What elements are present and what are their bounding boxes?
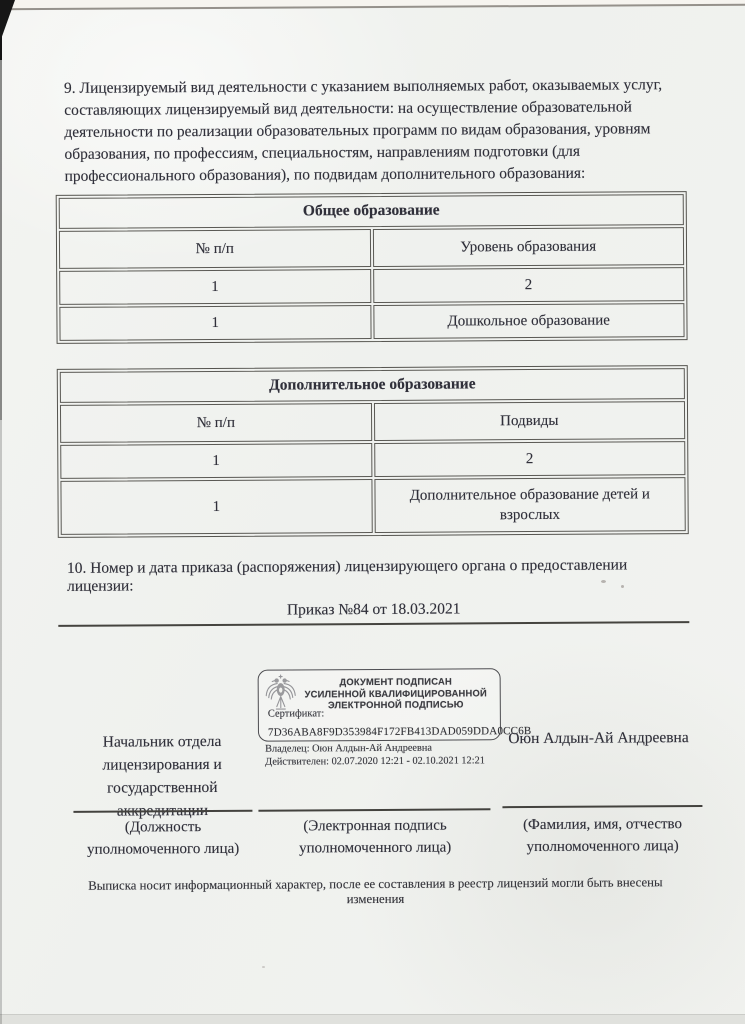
signer-position: Начальник отдела лицензирования и государственной аккредитации bbox=[102, 732, 222, 820]
esign-signature-line bbox=[258, 808, 490, 811]
name-signature-line bbox=[502, 805, 702, 808]
name-caption: (Фамилия, имя, отчество уполномоченного лица) bbox=[522, 816, 683, 856]
column-header-number: № п/п bbox=[59, 229, 371, 269]
table-row bbox=[59, 267, 684, 305]
additional-education-table bbox=[57, 365, 689, 538]
stamp-title-line: ДОКУМЕНТ ПОДПИСАН bbox=[339, 675, 452, 688]
cell-number: 1 bbox=[60, 443, 372, 479]
scan-paper-bottom-edge bbox=[0, 1014, 745, 1024]
certificate-label: Сертификат: bbox=[267, 708, 325, 720]
digital-signature-stamp bbox=[258, 668, 532, 741]
ink-speck bbox=[621, 585, 624, 588]
order-number-and-date: Приказ №84 от 18.03.2021 bbox=[286, 600, 461, 619]
esign-caption: (Электронная подпись уполномоченного лица) bbox=[299, 817, 452, 857]
certificate-validity: Действителен: 02.07.2020 12:21 - 02.10.2021 12:21 bbox=[265, 755, 485, 768]
footer-note: Выписка носит информационный характер, после ее составления в реестр лицензий могли быть внесены изменения bbox=[88, 875, 663, 907]
clause-9-text: 9. Лицензируемый вид деятельности с указанием выполняемых работ, оказываемых услуг, составляющих лицензируемый вид деятельности: на осуществление образовательной деятельности по реализации образовательных программ по видам образования, уровням образования, по профессиям, специальностям, направлениям подготовки (для профессионального образования), по подвидам дополнительного образования: bbox=[63, 76, 663, 185]
table-row bbox=[60, 477, 685, 535]
cell-number: 1 bbox=[60, 479, 372, 535]
table-row bbox=[59, 303, 684, 341]
column-header-subtypes: Подвиды bbox=[373, 401, 685, 441]
table-row bbox=[60, 441, 685, 479]
coat-of-arms-icon bbox=[264, 673, 298, 711]
general-education-table bbox=[56, 191, 688, 344]
cell-value: Дошкольное образование bbox=[373, 303, 685, 339]
stamp-header bbox=[259, 669, 500, 711]
stamp-title bbox=[298, 672, 494, 711]
table-title-row bbox=[60, 368, 685, 403]
table-header-row bbox=[59, 227, 684, 269]
cell-value: 2 bbox=[374, 441, 686, 477]
column-header-level: Уровень образования bbox=[372, 227, 684, 267]
clause-10-text: 10. Номер и дата приказа (распоряжения) лицензирующего органа о предоставлении лицензии: bbox=[66, 556, 628, 595]
certificate-owner: Владелец: Оюн Алдын-Ай Андреевна bbox=[265, 742, 432, 755]
ink-speck bbox=[262, 966, 265, 968]
signature-block bbox=[59, 661, 703, 865]
signer-name: Оюн Алдын-Ай Андреевна bbox=[508, 729, 689, 748]
table-header-row bbox=[60, 401, 685, 443]
stamp-title-line: ЭЛЕКТРОННОЙ ПОДПИСЬЮ bbox=[327, 698, 464, 711]
stamp-title-line: УСИЛЕННОЙ КВАЛИФИЦИРОВАННОЙ bbox=[304, 686, 487, 700]
cell-number: 1 bbox=[59, 269, 371, 305]
scan-paper-left-edge bbox=[0, 0, 2, 1024]
column-header-number: № п/п bbox=[60, 403, 372, 443]
cell-value: 2 bbox=[373, 267, 685, 303]
certificate-value: 7D36ABA8F9D353984F172FB413DAD059DDA0CC6B bbox=[267, 725, 532, 739]
table-title-row bbox=[59, 194, 684, 229]
cell-value: Дополнительное образование детей и взрослых bbox=[374, 477, 686, 533]
ink-speck bbox=[601, 580, 606, 583]
table-title: Общее образование bbox=[59, 194, 684, 229]
position-caption: (Должность уполномоченного лица) bbox=[87, 819, 240, 858]
table-title: Дополнительное образование bbox=[60, 368, 685, 403]
order-underline bbox=[58, 621, 689, 627]
cell-number: 1 bbox=[59, 305, 371, 341]
